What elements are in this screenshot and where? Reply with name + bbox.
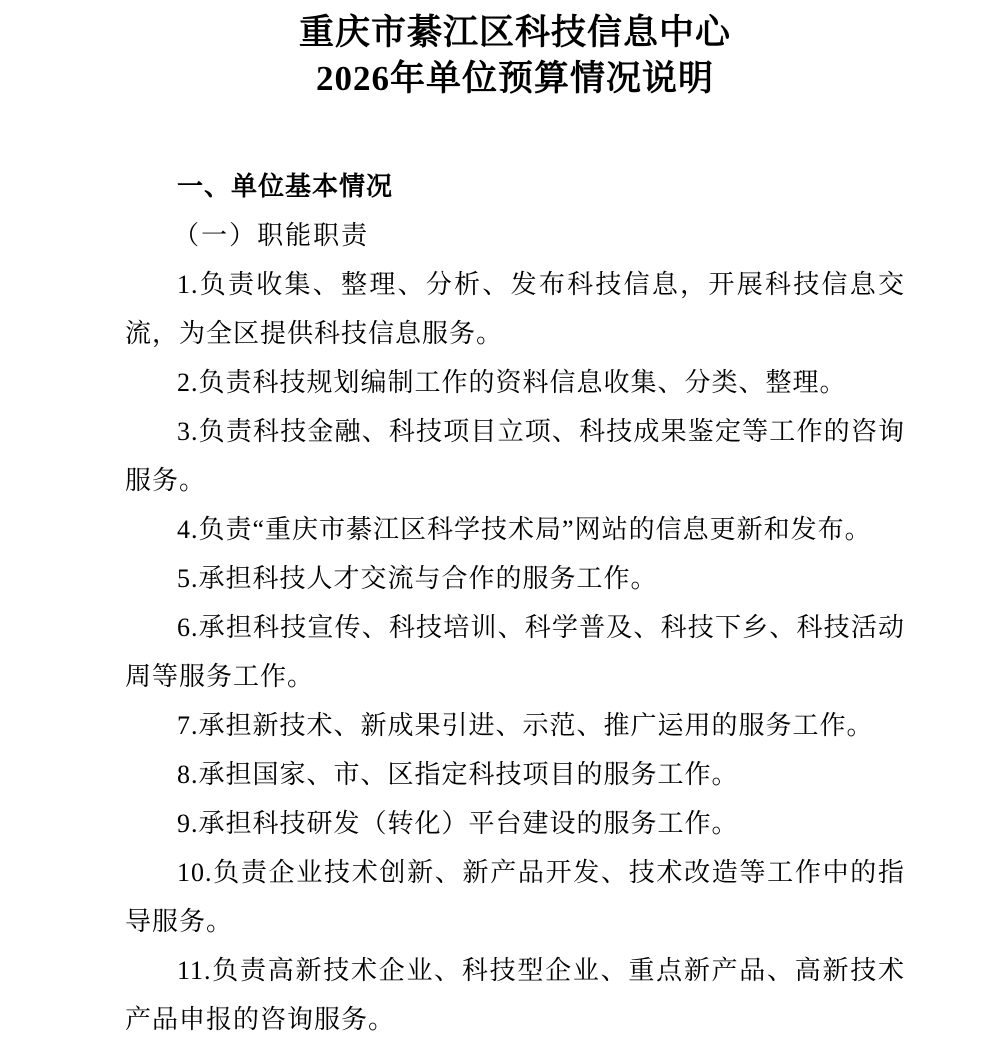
duty-item-3: 3.负责科技金融、科技项目立项、科技成果鉴定等工作的咨询服务。 xyxy=(125,417,905,495)
duty-item-6: 6.承担科技宣传、科技培训、科学普及、科技下乡、科技活动周等服务工作。 xyxy=(125,613,905,691)
duty-item-1: 1.负责收集、整理、分析、发布科技信息，开展科技信息交流，为全区提供科技信息服务。 xyxy=(125,270,905,348)
section-heading-basic-info: 一、单位基本情况 xyxy=(177,171,394,201)
duty-item-7: 7.承担新技术、新成果引进、示范、推广运用的服务工作。 xyxy=(177,711,874,740)
duty-item-5: 5.承担科技人才交流与合作的服务工作。 xyxy=(177,564,658,593)
duty-item-8: 8.承担国家、市、区指定科技项目的服务工作。 xyxy=(177,760,739,789)
document-title-line2: 2026年单位预算情况说明 xyxy=(315,59,714,98)
duty-item-4: 4.负责“重庆市綦江区科学技术局”网站的信息更新和发布。 xyxy=(177,515,872,544)
subsection-heading-duties: （一）职能职责 xyxy=(173,221,370,250)
duty-item-9: 9.承担科技研发（转化）平台建设的服务工作。 xyxy=(177,809,739,838)
duty-item-10: 10.负责企业技术创新、新产品开发、技术改造等工作中的指导服务。 xyxy=(125,858,905,936)
duty-item-2: 2.负责科技规划编制工作的资料信息收集、分类、整理。 xyxy=(177,368,847,397)
document-title-line1: 重庆市綦江区科技信息中心 xyxy=(298,13,731,52)
duty-item-11: 11.负责高新技术企业、科技型企业、重点新产品、高新技术产品申报的咨询服务。 xyxy=(125,956,905,1034)
